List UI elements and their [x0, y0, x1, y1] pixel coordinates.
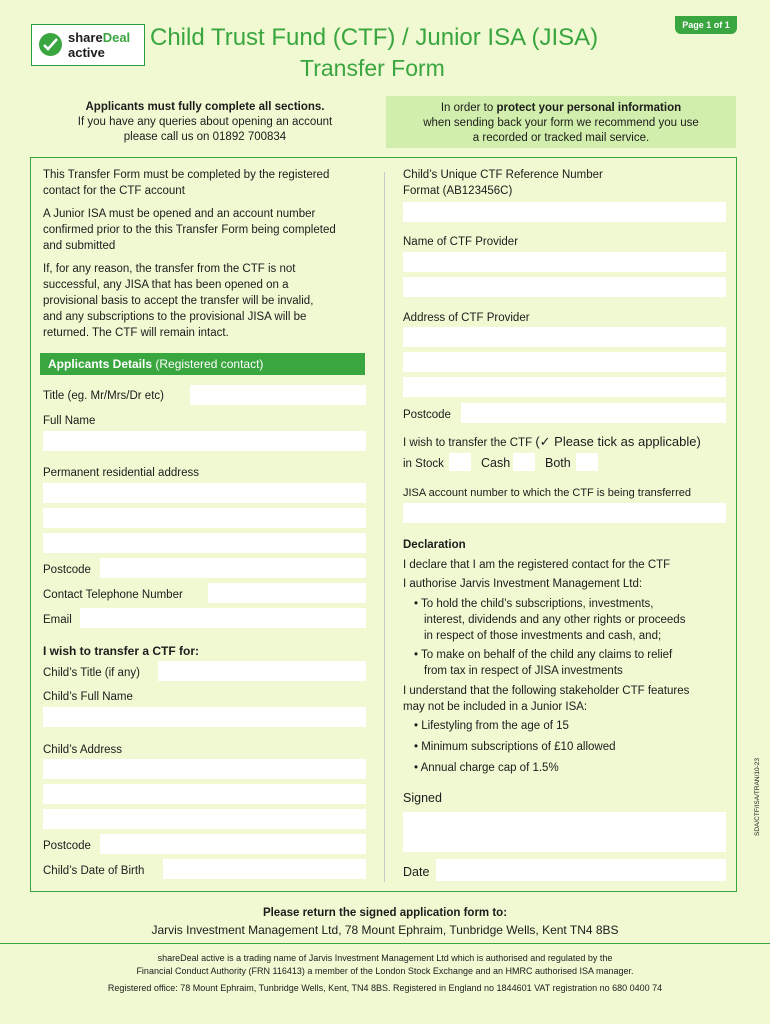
legal-line-3: Registered office: 78 Mount Ephraim, Tunbridge Wells, Kent, TN4 8BS. Registered in England no 1844601 VAT registration no 680 0400 74	[107, 983, 663, 993]
declaration-bullet-2: • To make on behalf of the child any claims to relief from tax in respect of JISA investments	[414, 649, 673, 677]
postcode-label: Postcode	[43, 564, 91, 576]
ctf-provider-label: Name of CTF Provider	[403, 236, 519, 248]
legal-line-1: shareDeal active is a trading name of Jarvis Investment Management Ltd which is authorised and regulated by the	[157, 953, 613, 963]
protect-bold: protect your personal information	[496, 102, 682, 114]
intro-paragraph-1: This Transfer Form must be completed by the registered contact for the CTF account	[43, 169, 330, 197]
ctf-reference-label: Child’s Unique CTF Reference Number Format (AB123456C)	[403, 169, 603, 197]
feature-bullet-1: • Lifestyling from the age of 15	[414, 720, 569, 732]
jisa-account-input[interactable]	[403, 503, 726, 523]
protect-line: a recorded or tracked mail service.	[472, 132, 650, 144]
email-label: Email	[43, 614, 72, 626]
provider-address-label: Address of CTF Provider	[403, 312, 530, 324]
option-stock-label: in Stock	[403, 458, 444, 470]
return-instructions: Please return the signed application form to:	[262, 907, 508, 919]
instructions-phone: please call us on 01892 700834	[123, 131, 287, 143]
protect-line: when sending back your form we recommend you use	[423, 117, 699, 129]
ctf-reference-input[interactable]	[403, 202, 726, 222]
child-dob-input[interactable]	[163, 859, 366, 879]
signed-label: Signed	[403, 791, 442, 805]
phone-input[interactable]	[208, 583, 366, 603]
child-address-input-3[interactable]	[43, 809, 366, 829]
form-code: SDA/CTF/ISA/TRAN/10-23	[754, 757, 761, 836]
tick-note: (✓ Please tick as applicable)	[535, 434, 701, 449]
postcode-input[interactable]	[100, 558, 366, 578]
form-subtitle: Transfer Form	[300, 55, 445, 81]
protect-pre: In order to	[440, 102, 497, 114]
feature-bullet-3: • Annual charge cap of 1.5%	[414, 762, 559, 774]
provider-postcode-input[interactable]	[461, 403, 726, 423]
option-cash-label: Cash	[481, 456, 511, 470]
brand-logo	[31, 24, 145, 66]
provider-address-input-3[interactable]	[403, 377, 726, 397]
logo-check-icon	[39, 33, 62, 56]
jisa-account-label: JISA account number to which the CTF is being transferred	[403, 487, 691, 499]
page-indicator: Page 1 of 1	[675, 16, 737, 34]
transfer-type-label: I wish to transfer the CTF (✓ Please tick as applicable)	[403, 434, 701, 449]
declaration-line-1: I declare that I am the registered contact for the CTF	[403, 559, 671, 571]
child-address-input-2[interactable]	[43, 784, 366, 804]
logo-text-deal: Deal	[102, 30, 131, 45]
address-label: Permanent residential address	[43, 467, 199, 479]
column-divider	[384, 172, 385, 882]
instructions-bold: Applicants must fully complete all sections.	[85, 101, 325, 113]
stock-checkbox[interactable]	[449, 453, 471, 471]
ctf-provider-input-1[interactable]	[403, 252, 726, 272]
declaration-heading: Declaration	[403, 539, 466, 551]
provider-postcode-label: Postcode	[403, 409, 451, 421]
child-name-label: Child’s Full Name	[43, 691, 133, 703]
declaration-understand: I understand that the following stakeholder CTF features may not be included in a Junior ISA:	[403, 685, 690, 713]
declaration-bullet-1: • To hold the child’s subscriptions, investments, interest, dividends and any other rights or proceeds in respect of those investments and cash, and;	[414, 598, 686, 642]
title-input[interactable]	[190, 385, 366, 405]
title-label: Title (eg. Mr/Mrs/Dr etc)	[43, 390, 164, 402]
intro-paragraph-3: If, for any reason, the transfer from the CTF is not successful, any JISA that has been opened on a provisional basis to accept the transfer will be invalid, and any subscriptions to the provisional JISA will be returned. The CTF will remain intact.	[43, 263, 314, 339]
child-address-input-1[interactable]	[43, 759, 366, 779]
applicant-details-heading: Applicants Details (Registered contact)	[40, 353, 365, 375]
full-name-input[interactable]	[43, 431, 366, 451]
provider-address-input-2[interactable]	[403, 352, 726, 372]
instructions-line: If you have any queries about opening an account	[77, 116, 333, 128]
address-input-line-3[interactable]	[43, 533, 366, 553]
phone-label: Contact Telephone Number	[43, 589, 183, 601]
applicant-instructions	[30, 100, 380, 145]
child-postcode-input[interactable]	[100, 834, 366, 854]
option-both-label: Both	[545, 456, 571, 470]
cash-checkbox[interactable]	[513, 453, 535, 471]
address-input-line-1[interactable]	[43, 483, 366, 503]
date-input[interactable]	[436, 859, 726, 881]
child-title-input[interactable]	[158, 661, 366, 681]
child-postcode-label: Postcode	[43, 840, 91, 852]
child-name-input[interactable]	[43, 707, 366, 727]
legal-line-2: Financial Conduct Authority (FRN 116413) a member of the London Stock Exchange and an HMRC authorised ISA manager.	[136, 966, 634, 976]
transfer-for-heading: I wish to transfer a CTF for:	[43, 644, 200, 658]
footer-divider	[0, 943, 770, 944]
date-label: Date	[403, 865, 430, 879]
ctf-provider-input-2[interactable]	[403, 277, 726, 297]
email-input[interactable]	[80, 608, 366, 628]
declaration-line-2: I authorise Jarvis Investment Management Ltd:	[403, 578, 643, 590]
child-title-label: Child’s Title (if any)	[43, 667, 140, 679]
return-address: Jarvis Investment Management Ltd, 78 Mount Ephraim, Tunbridge Wells, Kent TN4 8BS	[151, 923, 619, 937]
logo-text-share: share	[68, 30, 103, 45]
full-name-label: Full Name	[43, 415, 96, 427]
child-dob-label: Child’s Date of Birth	[43, 865, 145, 877]
both-checkbox[interactable]	[576, 453, 598, 471]
logo-text-active: active	[68, 45, 105, 60]
feature-bullet-2: • Minimum subscriptions of £10 allowed	[414, 741, 616, 753]
protect-info-notice	[386, 96, 736, 148]
address-input-line-2[interactable]	[43, 508, 366, 528]
intro-paragraph-2: A Junior ISA must be opened and an account number confirmed prior to the this Transfer Form being completed and submitted	[43, 208, 336, 252]
provider-address-input-1[interactable]	[403, 327, 726, 347]
signature-input[interactable]	[403, 812, 726, 852]
form-title: Child Trust Fund (CTF) / Junior ISA (JISA)	[150, 24, 599, 51]
child-address-label: Child’s Address	[43, 744, 123, 756]
